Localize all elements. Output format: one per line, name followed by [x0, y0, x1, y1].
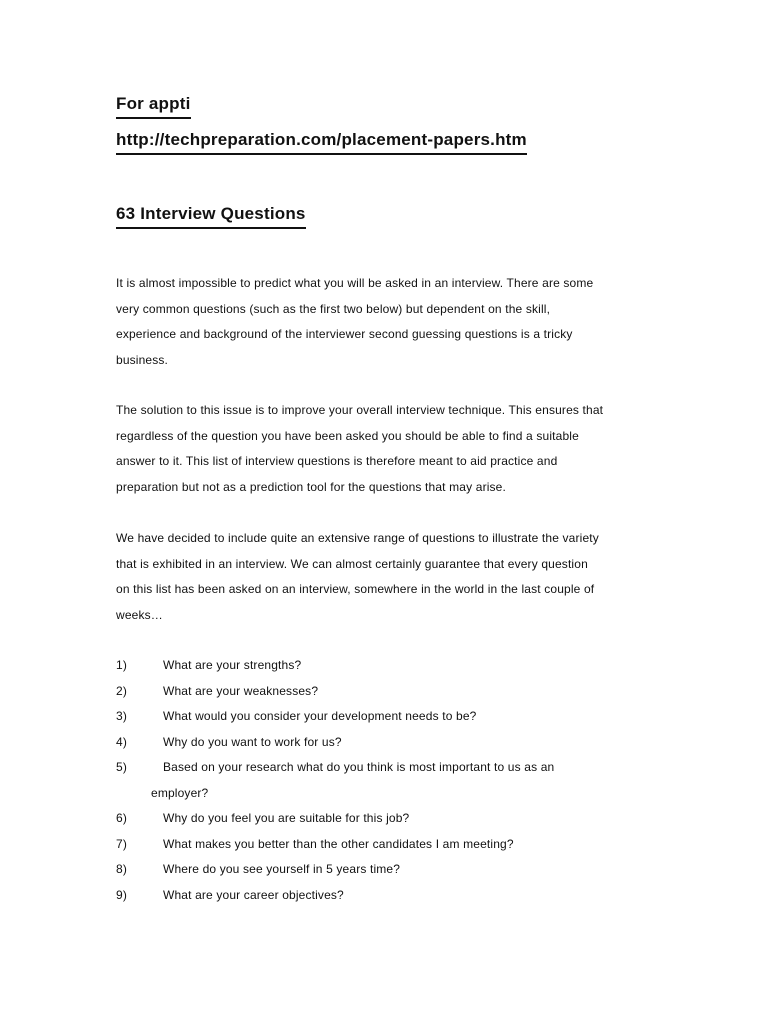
paragraph-line: experience and background of the interviewer second guessing questions is a tricky [116, 327, 573, 341]
question-text: Why do you feel you are suitable for this job? [163, 811, 410, 825]
question-text: What are your career objectives? [163, 887, 344, 902]
placement-papers-link[interactable]: http://techpreparation.com/placement-papers.htm [116, 130, 527, 155]
question-item [116, 806, 656, 832]
solution-paragraph [116, 398, 656, 500]
question-number: 8) [116, 862, 127, 876]
paragraph-line: We have decided to include quite an extensive range of questions to illustrate the variety [116, 531, 599, 545]
paragraph-line: It is almost impossible to predict what you will be asked in an interview. There are some [116, 276, 594, 290]
question-text: Where do you see yourself in 5 years time? [163, 862, 401, 876]
question-item [116, 704, 656, 730]
question-text: Based on your research what do you think is most important to us as an [163, 760, 555, 774]
paragraph-line: on this list has been asked on an interview, somewhere in the world in the last couple of [116, 582, 595, 596]
paragraph-line: The solution to this issue is to improve your overall interview technique. This ensures that [116, 403, 604, 417]
question-item [116, 755, 656, 806]
questions-list [116, 653, 656, 908]
question-text: What are your strengths? [163, 658, 302, 672]
page-title: 63 Interview Questions [116, 204, 306, 229]
paragraph-line: very common questions (such as the first two below) but dependent on the skill, [116, 301, 551, 316]
question-item [116, 857, 656, 883]
question-item [116, 730, 656, 756]
paragraph-line: regardless of the question you have been asked you should be able to find a suitable [116, 428, 579, 443]
paragraph-line: weeks… [116, 607, 163, 622]
question-item [116, 653, 656, 679]
question-number: 7) [116, 836, 127, 851]
question-text: What would you consider your development needs to be? [163, 709, 477, 723]
question-number: 5) [116, 760, 127, 774]
range-paragraph [116, 526, 656, 628]
question-text: Why do you want to work for us? [163, 734, 342, 749]
question-number: 9) [116, 887, 127, 902]
paragraph-line: that is exhibited in an interview. We can almost certainly guarantee that every question [116, 556, 588, 571]
heading-for-appti: For appti [116, 94, 191, 119]
question-item [116, 883, 656, 909]
paragraph-line: business. [116, 352, 169, 367]
question-number: 2) [116, 683, 127, 698]
question-item [116, 679, 656, 705]
question-item [116, 832, 656, 858]
paragraph-line: answer to it. This list of interview questions is therefore meant to aid practice and [116, 454, 558, 468]
question-text: What are your weaknesses? [163, 683, 319, 698]
question-number: 1) [116, 658, 127, 672]
question-number: 6) [116, 811, 127, 825]
question-number: 4) [116, 734, 127, 749]
question-number: 3) [116, 709, 127, 723]
intro-paragraph [116, 271, 656, 373]
question-text-continued: employer? [151, 785, 209, 800]
paragraph-line: preparation but not as a prediction tool for the questions that may arise. [116, 479, 506, 494]
question-text: What makes you better than the other candidates I am meeting? [163, 836, 514, 851]
